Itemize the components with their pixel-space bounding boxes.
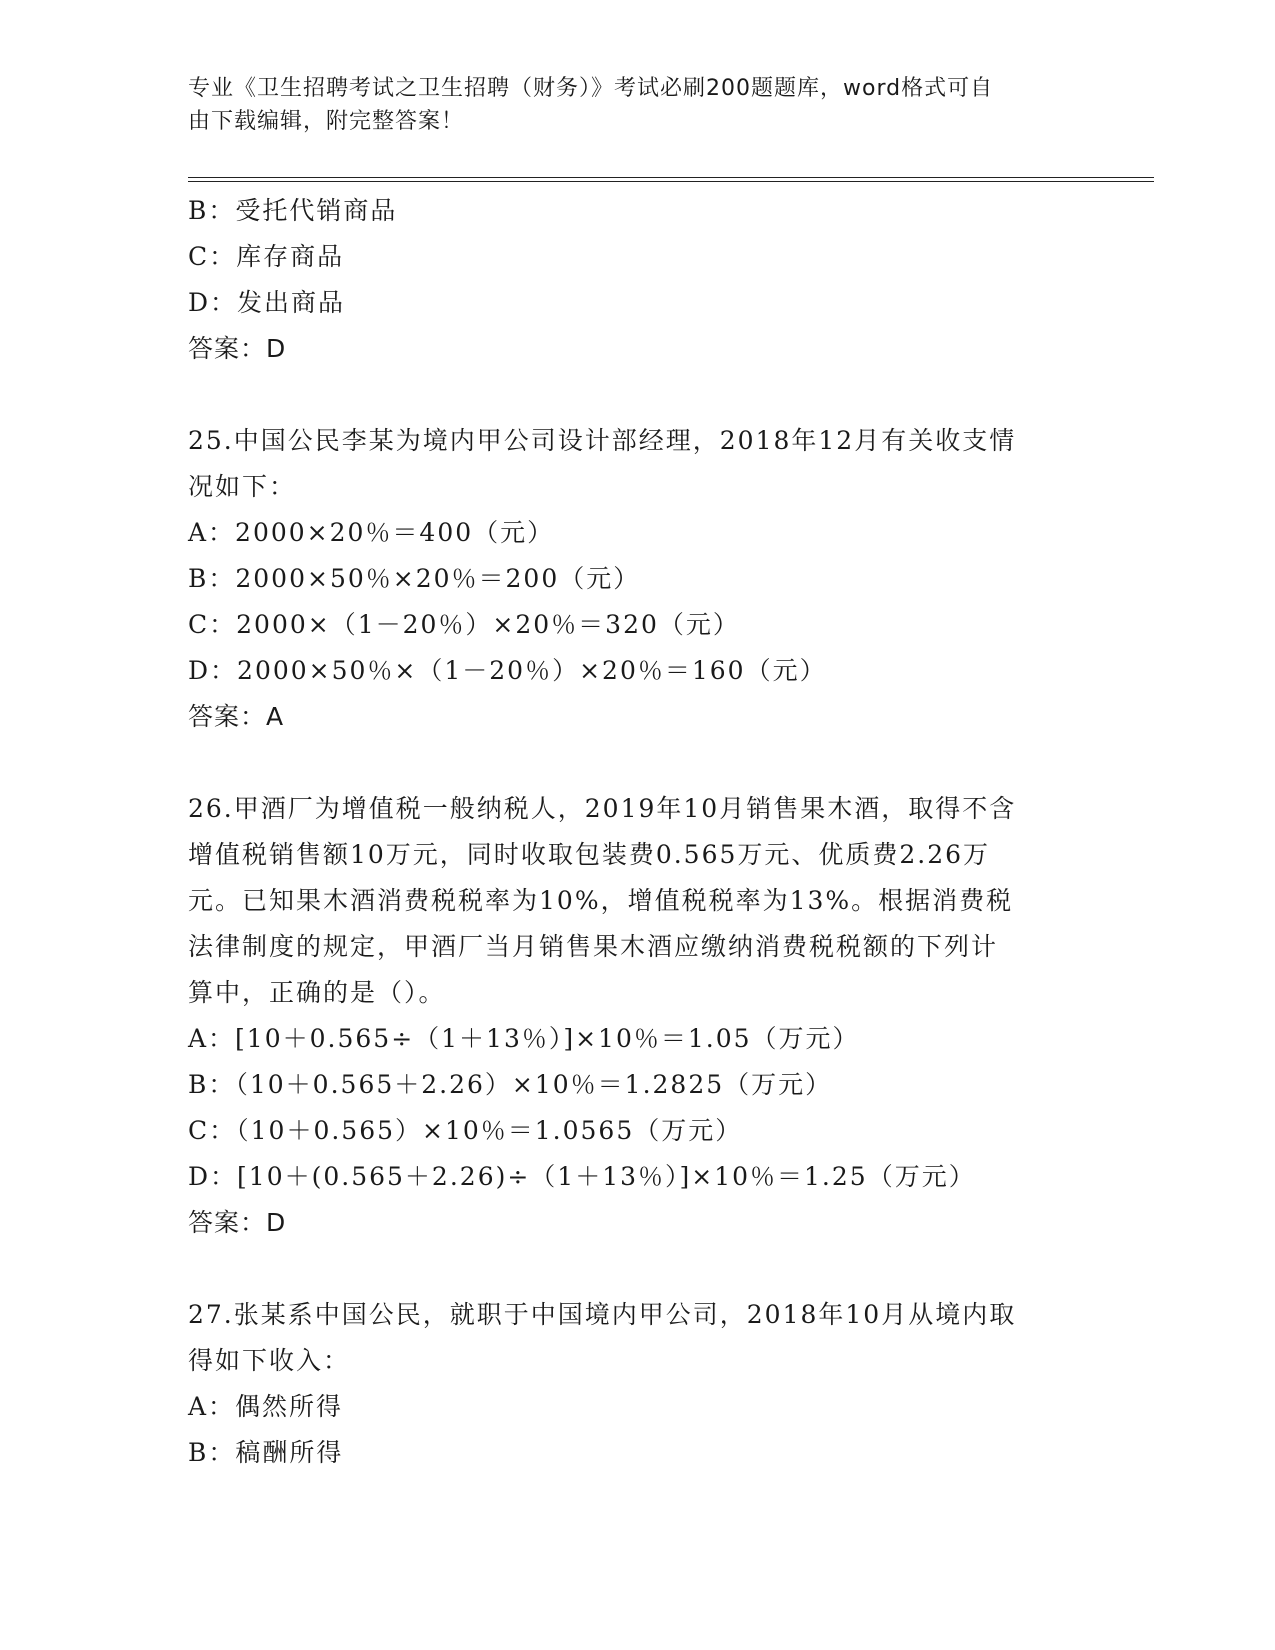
question-stem: 况如下： [188, 472, 297, 501]
question-27 [188, 1292, 1088, 1476]
option-d: D：发出商品 [188, 288, 346, 317]
option-a: A：偶然所得 [188, 1392, 344, 1421]
document-header [188, 72, 1068, 138]
option-b: B：稿酬所得 [188, 1438, 344, 1467]
option-c: C：（10＋0.565）×10％＝1.0565（万元） [188, 1116, 743, 1145]
option-d: D：[10＋(0.565＋2.26)÷（1＋13％）]×10％＝1.25（万元） [188, 1162, 976, 1191]
question-stem: 27.张某系中国公民，就职于中国境内甲公司，2018年10月从境内取 [188, 1300, 1017, 1329]
answer-label: 答案：D [188, 1208, 287, 1237]
question-stem: 25.中国公民李某为境内甲公司设计部经理，2018年12月有关收支情 [188, 426, 1017, 455]
question-25 [188, 418, 1088, 740]
option-b: B：（10＋0.565＋2.26）×10％＝1.2825（万元） [188, 1070, 833, 1099]
header-divider-top [188, 177, 1154, 178]
question-24 [188, 188, 1088, 372]
option-b: B：2000×50％×20％＝200（元） [188, 564, 641, 593]
question-stem: 26.甲酒厂为增值税一般纳税人，2019年10月销售果木酒，取得不含 [188, 794, 1017, 823]
option-d: D：2000×50％×（1－20％）×20％＝160（元） [188, 656, 827, 685]
question-stem: 算中，正确的是（）。 [188, 978, 446, 1007]
header-divider-bottom [188, 181, 1154, 182]
option-c: C：库存商品 [188, 242, 345, 271]
question-stem: 法律制度的规定，甲酒厂当月销售果木酒应缴纳消费税税额的下列计 [188, 932, 999, 961]
header-line-1: 专业《卫生招聘考试之卫生招聘（财务）》考试必刷200题题库，word格式可自 [188, 76, 994, 101]
option-a: A：[10＋0.565÷（1＋13％）]×10％＝1.05（万元） [188, 1024, 860, 1053]
header-line-2: 由下载编辑，附完整答案！ [188, 109, 465, 134]
option-c: C：2000×（1－20％）×20％＝320（元） [188, 610, 740, 639]
question-stem: 元。已知果木酒消费税税率为10%，增值税税率为13%。根据消费税 [188, 886, 1014, 915]
question-26 [188, 786, 1088, 1246]
answer-label: 答案：D [188, 334, 287, 363]
answer-label: 答案：A [188, 702, 285, 731]
document-body [188, 188, 1088, 1476]
question-stem: 增值税销售额10万元，同时收取包装费0.565万元、优质费2.26万 [188, 840, 991, 869]
option-b: B：受托代销商品 [188, 196, 398, 225]
question-stem: 得如下收入： [188, 1346, 351, 1375]
option-a: A：2000×20％＝400（元） [188, 518, 555, 547]
